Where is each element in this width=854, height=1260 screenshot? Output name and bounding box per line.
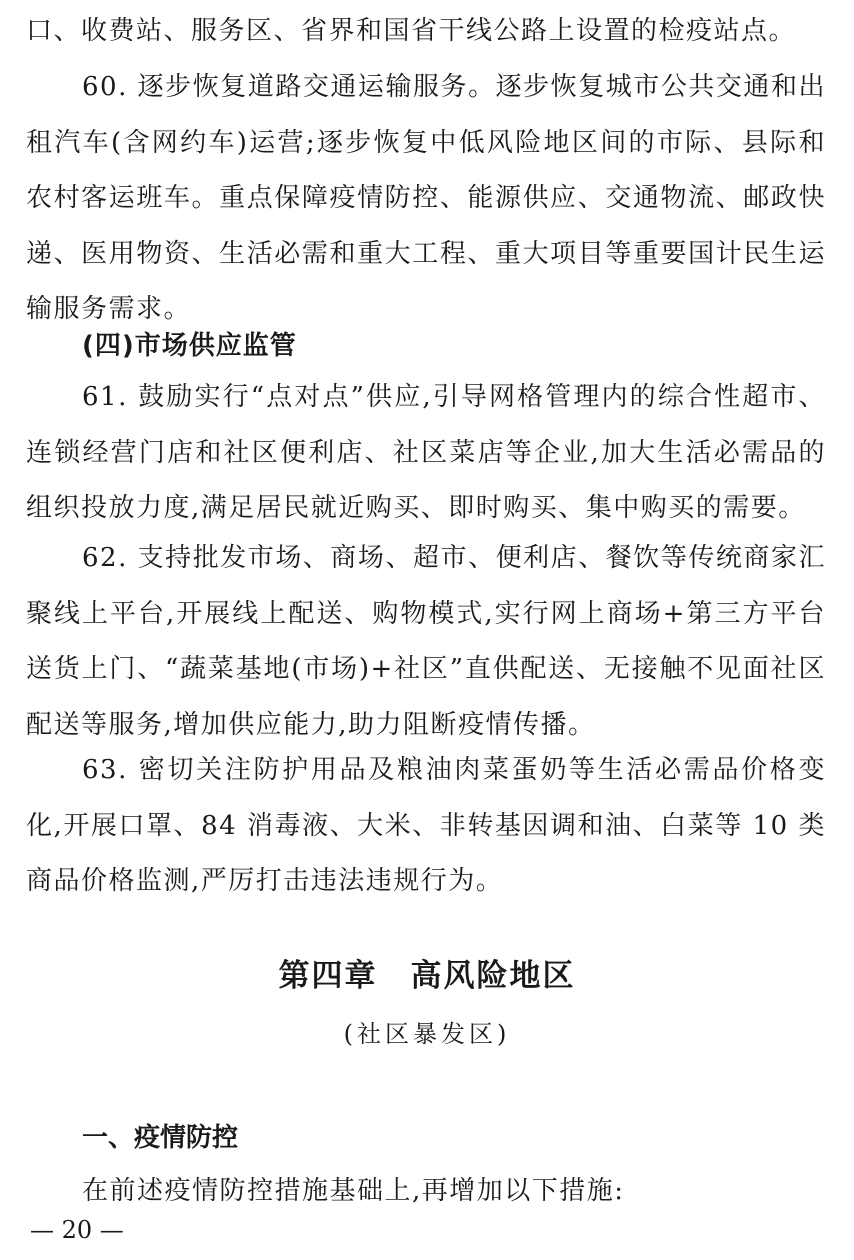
- page-number: — 20 —: [30, 1216, 124, 1244]
- sub-heading-market-supply: (四)市场供应监管: [82, 331, 297, 361]
- intro-paragraph: 在前述疫情防控措施基础上,再增加以下措施:: [82, 1176, 625, 1206]
- paragraph-item-62: 62. 支持批发市场、商场、超市、便利店、餐饮等传统商家汇聚线上平台,开展线上配送、购物模式,实行网上商场+第三方平台送货上门、“蔬菜基地(市场)+社区”直供配送、无接触不见面社区配送等服务,增加供应能力,助力阻断疫情传播。: [26, 543, 826, 740]
- paragraph-item-60: 60. 逐步恢复道路交通运输服务。逐步恢复城市公共交通和出租汽车(含网约车)运营;逐步恢复中低风险地区间的市际、县际和农村客运班车。重点保障疫情防控、能源供应、交通物流、邮政快递、医用物资、生活必需和重大工程、重大项目等重要国计民生运输服务需求。: [26, 72, 826, 324]
- chapter-title: 第四章 高风险地区: [278, 958, 576, 994]
- section-heading: 一、疫情防控: [82, 1123, 239, 1153]
- paragraph-item-63: 63. 密切关注防护用品及粮油肉菜蛋奶等生活必需品价格变化,开展口罩、84 消毒液、大米、非转基因调和油、白菜等 10 类商品价格监测,严厉打击违法违规行为。: [26, 755, 826, 896]
- continuation-paragraph: 口、收费站、服务区、省界和国省干线公路上设置的检疫站点。: [26, 16, 797, 46]
- paragraph-item-61: 61. 鼓励实行“点对点”供应,引导网格管理内的综合性超市、连锁经营门店和社区便利店、社区菜店等企业,加大生活必需品的组织投放力度,满足居民就近购买、即时购买、集中购买的需要。: [26, 382, 826, 523]
- chapter-subtitle: (社区暴发区): [343, 1020, 511, 1048]
